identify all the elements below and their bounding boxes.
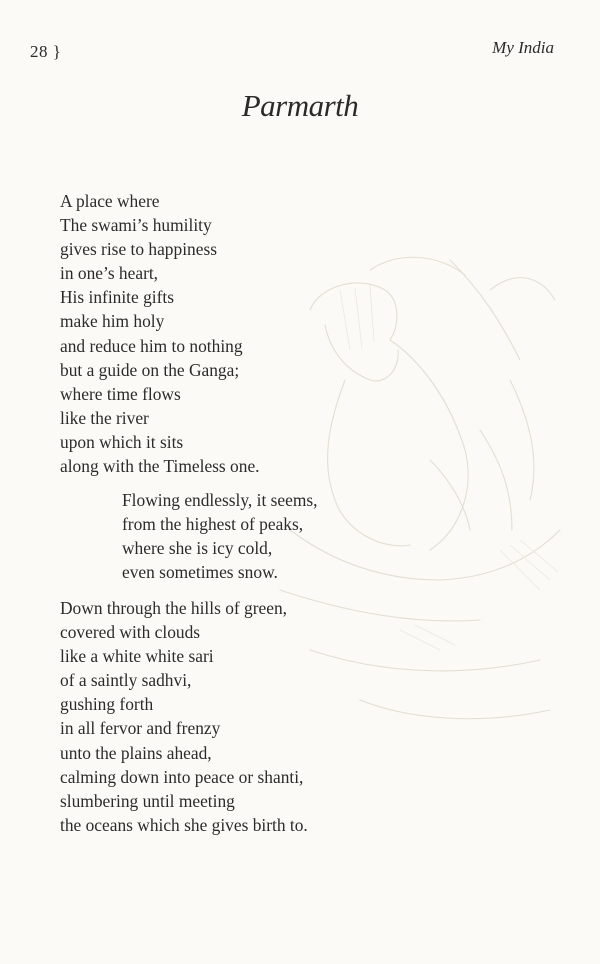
stanza-3: [60, 596, 308, 837]
poem-line: Down through the hills of green,: [60, 598, 288, 618]
poem-line: slumbering until meeting: [60, 790, 235, 811]
poem-line: and reduce him to nothing: [60, 335, 243, 356]
poem-line: from the highest of peaks,: [122, 514, 304, 535]
poem-line: where time flows: [60, 383, 181, 404]
poem-line: His infinite gifts: [60, 287, 174, 308]
poem-line: make him holy: [60, 311, 165, 332]
poem-line: along with the Timeless one.: [60, 456, 260, 477]
poem-line: upon which it sits: [60, 431, 184, 452]
poem-line: covered with clouds: [60, 622, 201, 643]
poem-line: of a saintly sadhvi,: [60, 670, 192, 691]
stanza-2: [122, 488, 317, 584]
poem-line: gushing forth: [60, 694, 154, 715]
stanza-1: [60, 189, 260, 478]
poem-line: like a white white sari: [60, 646, 214, 667]
poem-line: the oceans which she gives birth to.: [60, 814, 308, 835]
poem-line: but a guide on the Ganga;: [60, 359, 240, 380]
poem-line: unto the plains ahead,: [60, 742, 212, 763]
poem-line: The swami’s humility: [60, 215, 212, 236]
poem-line: where she is icy cold,: [122, 538, 273, 559]
poem-line: like the river: [60, 407, 149, 428]
page-number: 28 }: [30, 42, 62, 61]
poem-line: Flowing endlessly, it seems,: [122, 490, 318, 510]
poem-line: in all fervor and frenzy: [60, 718, 221, 739]
poem-line: A place where: [60, 191, 160, 211]
running-title: My India: [492, 38, 554, 57]
poem-line: gives rise to happiness: [60, 239, 217, 260]
poem-line: calming down into peace or shanti,: [60, 766, 304, 787]
poem-line: in one’s heart,: [60, 263, 159, 284]
poem-title: Parmarth: [241, 88, 359, 123]
poem-line: even sometimes snow.: [122, 562, 278, 583]
